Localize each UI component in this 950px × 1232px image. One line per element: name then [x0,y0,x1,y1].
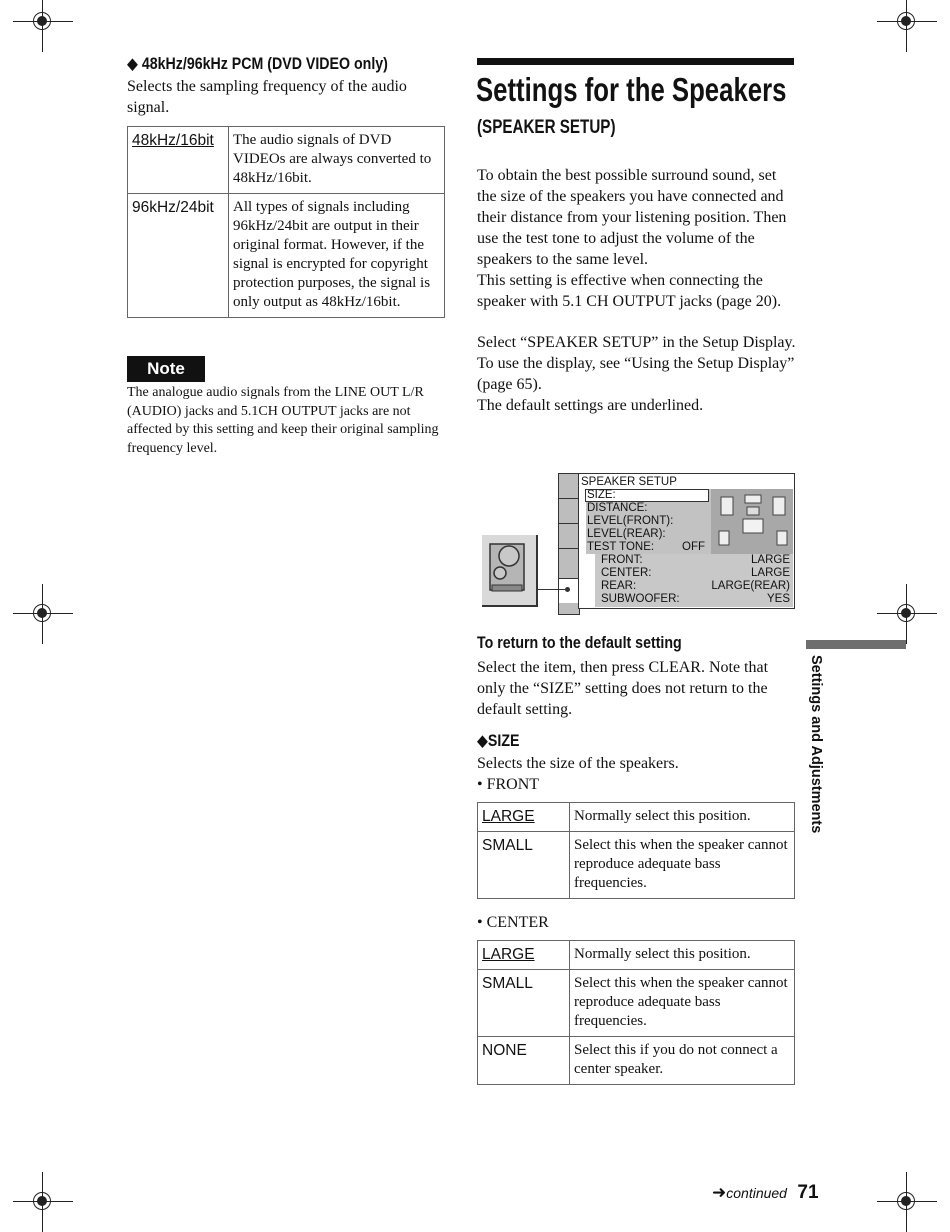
osd-screen [578,473,795,609]
front-option-small-desc: Select this when the speaker cannot reproduce adequate bass frequencies. [570,832,795,899]
center-options-table [477,940,795,1085]
speaker-setup-icon [482,535,538,607]
osd-sub-rear-label[interactable]: REAR: [601,580,637,592]
crop-mark-icon [877,0,937,52]
pcm-section-title: ◆ 48kHz/96kHz PCM (DVD VIDEO only) [127,55,388,73]
diamond-bullet-icon: ◆ [127,55,142,73]
center-option-none: NONE [478,1037,570,1085]
page-subtitle: (SPEAKER SETUP) [477,117,616,138]
title-rule [477,58,794,65]
center-option-large-desc: Normally select this position. [570,941,795,970]
center-option-small: SMALL [478,970,570,1037]
table-row [478,803,795,832]
continued-label: continued [726,1185,787,1201]
table-row [478,941,795,970]
osd-sub-center-label[interactable]: CENTER: [601,567,652,579]
footer [712,1182,819,1204]
osd-sub-subwoofer-value: YES [766,593,790,605]
front-label: • FRONT [477,776,540,793]
center-label: • CENTER [477,914,549,931]
note-label: Note [127,356,205,382]
table-row [128,194,445,318]
return-default-text: Select the item, then press CLEAR. Note that only the “SIZE” setting does not return to the default setting. [477,659,769,718]
osd-menu-test-tone[interactable]: TEST TONE: [587,541,655,553]
osd-menu-size[interactable]: SIZE: [587,489,616,501]
osd-menu-level-rear[interactable]: LEVEL(REAR): [587,528,666,540]
size-title: ◆SIZE [477,732,520,750]
pcm-section [127,54,447,118]
setup-display-illustration [480,473,795,615]
osd-sub-front-value: LARGE [751,554,790,566]
front-option-large: LARGE [482,808,535,825]
osd-sub-rear-value: LARGE(REAR) [711,580,790,592]
pcm-options-table [127,126,445,318]
speaker-layout-icon [715,491,791,551]
table-row [478,970,795,1037]
option-96khz: 96kHz/24bit [128,194,229,318]
table-row [128,127,445,194]
side-tab-bar [806,640,906,649]
osd-menu-distance[interactable]: DISTANCE: [587,502,648,514]
center-option-large: LARGE [482,946,535,963]
front-options-table [477,802,795,899]
front-option-small: SMALL [478,832,570,899]
intro-paragraph-3: Select “SPEAKER SETUP” in the Setup Display. To use the display, see “Using the Setup Display” (page 65). [477,334,796,393]
table-row [478,832,795,899]
front-option-large-desc: Normally select this position. [570,803,795,832]
arrow-right-icon: ➜ [712,1183,727,1202]
intro-paragraph-2: This setting is effective when connecting the speaker with 5.1 CH OUTPUT jacks (page 20). [477,272,782,310]
side-tab-label: Settings and Adjustments [808,655,824,834]
osd-sub-center-value: LARGE [751,567,790,579]
osd-menu-level-front[interactable]: LEVEL(FRONT): [587,515,674,527]
pcm-description: Selects the sampling frequency of the audio signal. [127,78,407,116]
crop-mark-icon [877,584,937,644]
crop-mark-icon [13,584,73,644]
osd-sub-subwoofer-label[interactable]: SUBWOOFER: [601,593,680,605]
option-96khz-desc: All types of signals including 96kHz/24bit are output in their original format. However, if the signal is encrypted for copyright protection purposes, the signal is only output as 48kHz/16bit. [229,194,445,318]
intro-paragraph-4: The default settings are underlined. [477,397,704,414]
option-48khz-desc: The audio signals of DVD VIDEOs are always converted to 48kHz/16bit. [229,127,445,194]
center-option-small-desc: Select this when the speaker cannot reproduce adequate bass frequencies. [570,970,795,1037]
intro-text [477,165,797,416]
diamond-bullet-icon: ◆ [477,732,488,750]
intro-paragraph-1: To obtain the best possible surround sound, set the size of the speakers you have connected and their distance from your listening position. Then use the test tone to adjust the volume of the speakers to the same level. [477,167,787,268]
note-text: The analogue audio signals from the LINE OUT L/R (AUDIO) jacks and 5.1CH OUTPUT jacks are not affected by this setting and keep their original sampling frequency level. [127,385,439,456]
return-default-title: To return to the default setting [477,634,682,652]
center-option-none-desc: Select this if you do not connect a center speaker. [570,1037,795,1085]
osd-test-tone-value: OFF [682,541,705,553]
crop-mark-icon [877,1172,937,1232]
option-48khz: 48kHz/16bit [132,132,214,149]
page-title: Settings for the Speakers [476,71,787,108]
osd-sub-front-label[interactable]: FRONT: [601,554,643,566]
table-row [478,1037,795,1085]
crop-mark-icon [13,0,73,52]
osd-header: SPEAKER SETUP [581,476,677,488]
page-number: 71 [797,1182,819,1203]
crop-mark-icon [13,1172,73,1232]
size-text: Selects the size of the speakers. [477,755,679,772]
setup-icon-bar [558,473,580,615]
